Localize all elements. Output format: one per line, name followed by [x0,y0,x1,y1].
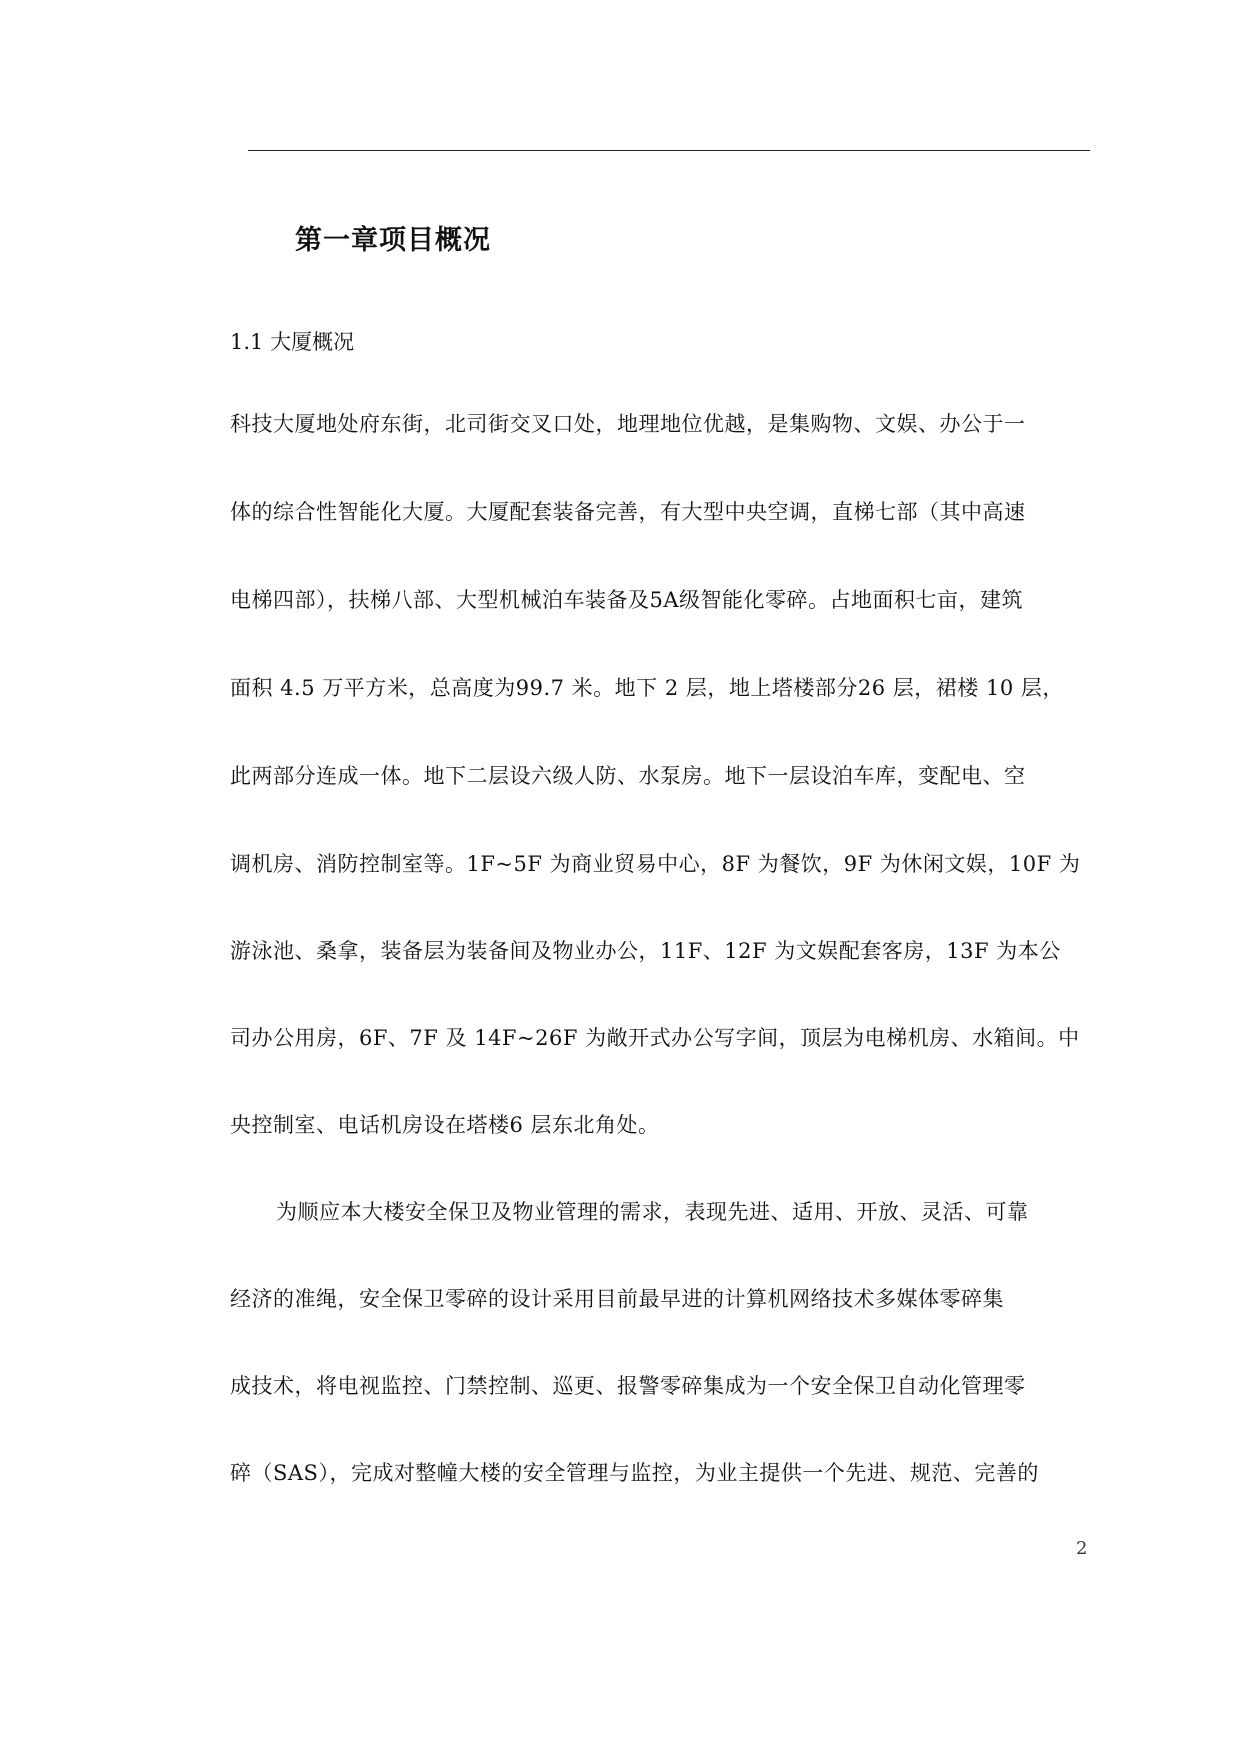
paragraph-line: 为顺应本大楼安全保卫及物业管理的需求，表现先进、适用、开放、灵活、可靠 [276,1200,1029,1224]
section-heading: 1.1 大厦概况 [230,330,355,354]
paragraph-line: 成技术，将电视监控、门禁控制、巡更、报警零碎集成为一个安全保卫自动化管理零 [230,1374,1026,1398]
paragraph-line: 此两部分连成一体。地下二层设六级人防、水泵房。地下一层设泊车库，变配电、空 [230,764,1026,788]
paragraph-line: 调机房、消防控制室等。1F~5F 为商业贸易中心，8F 为餐饮，9F 为休闲文娱，10F 为 [230,852,1081,876]
paragraph-line: 碎（SAS），完成对整幢大楼的安全管理与监控，为业主提供一个先进、规范、完善的 [230,1461,1039,1485]
paragraph-line: 科技大厦地处府东街，北司街交叉口处，地理地位优越，是集购物、文娱、办公于一 [230,412,1026,436]
chapter-title: 第一章项目概况 [295,225,491,256]
paragraph-line: 体的综合性智能化大厦。大厦配套装备完善，有大型中央空调，直梯七部（其中高速 [230,500,1026,524]
header-rule [248,150,1090,151]
page-number: 2 [1076,1538,1088,1559]
paragraph-line: 经济的准绳，安全保卫零碎的设计采用目前最早进的计算机网络技术多媒体零碎集 [230,1287,1004,1311]
paragraph-line: 司办公用房，6F、7F 及 14F~26F 为敞开式办公写字间，顶层为电梯机房、水箱间。中 [230,1026,1080,1050]
paragraph-line: 游泳池、桑拿，装备层为装备间及物业办公，11F、12F 为文娱配套客房，13F 为本公 [230,939,1061,963]
paragraph-line: 面积 4.5 万平方米，总高度为99.7 米。地下 2 层，地上塔楼部分26 层，裙楼 10 层， [230,676,1064,700]
paragraph-line: 央控制室、电话机房设在塔楼6 层东北角处。 [230,1113,660,1137]
paragraph-line: 电梯四部），扶梯八部、大型机械泊车装备及5A级智能化零碎。占地面积七亩，建筑 [230,588,1024,612]
